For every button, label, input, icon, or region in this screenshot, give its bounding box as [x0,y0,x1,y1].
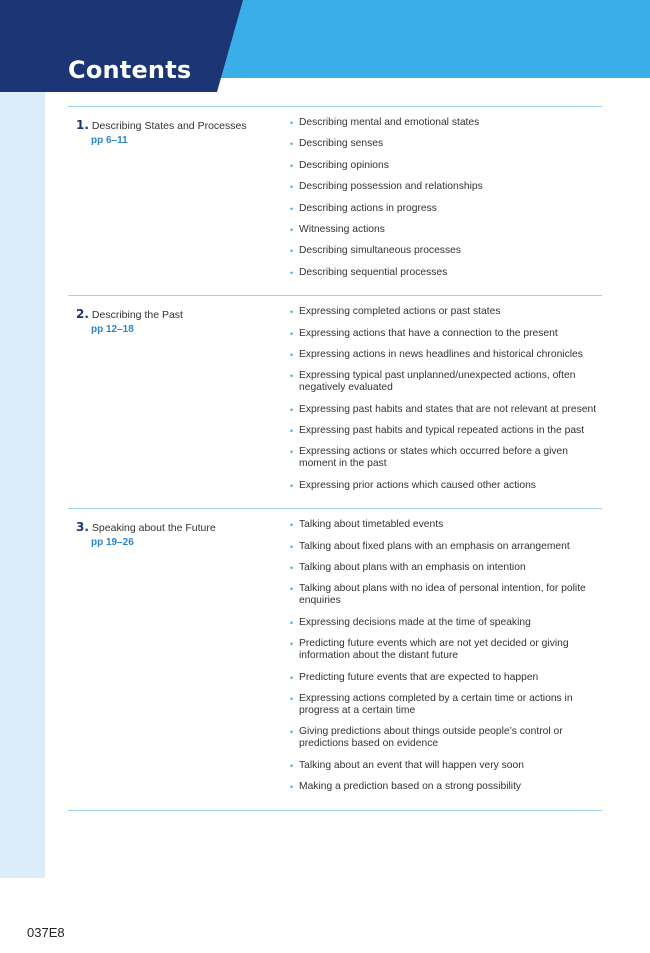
topic-item [290,138,602,150]
table-of-contents [68,106,602,811]
bullet-icon: • [290,224,294,235]
toc-section-3 [68,509,602,810]
topic-item [290,267,602,279]
bullet-icon: • [290,672,294,683]
bullet-icon: • [290,541,294,552]
topic-text: Talking about plans with no idea of personal intention, for polite enquiries [299,583,586,607]
bullet-icon: • [290,182,294,193]
section-pages[interactable]: pp 19–26 [91,537,134,549]
toc-section-2 [68,296,602,509]
topic-text: Talking about plans with an emphasis on intention [299,562,526,574]
section-heading [68,117,286,288]
bullet-icon: • [290,563,294,574]
bullet-icon: • [290,520,294,531]
bullet-icon: • [290,404,294,415]
topic-text: Expressing decisions made at the time of speaking [299,616,531,628]
section-topics [286,117,602,288]
bullet-icon: • [290,426,294,437]
bullet-icon: • [290,584,294,595]
side-strip [0,92,45,878]
bullet-icon: • [290,782,294,793]
topic-item [290,541,602,553]
section-number: 2. [76,307,89,322]
topic-text: Describing possession and relationships [299,181,483,193]
bullet-icon: • [290,727,294,738]
bullet-icon: • [290,617,294,628]
bullet-icon: • [290,160,294,171]
bullet-icon: • [290,328,294,339]
topic-text: Expressing actions that have a connection to the present [299,327,558,339]
bullet-icon: • [290,139,294,150]
topic-item [290,117,602,129]
bullet-icon: • [290,639,294,650]
section-heading [68,306,286,501]
topic-item [290,480,602,492]
topic-text: Expressing past habits and typical repeated actions in the past [299,425,585,437]
section-title-line [76,519,286,536]
bullet-icon: • [290,203,294,214]
topic-text: Talking about an event that will happen very soon [299,759,524,771]
bullet-icon: • [290,349,294,360]
topic-text: Giving predictions about things outside people’s control or predictions based on evidence [299,726,563,750]
topic-text: Expressing actions completed by a certain time or actions in progress at a certain time [299,692,573,716]
topic-item [290,425,602,437]
topic-text: Expressing actions in news headlines and historical chronicles [299,348,583,360]
section-title-line [76,306,286,323]
topic-text: Describing senses [299,138,384,150]
bullet-icon: • [290,246,294,257]
topic-text: Expressing typical past unplanned/unexpected actions, often negatively evaluated [299,370,576,394]
bullet-icon: • [290,447,294,458]
bullet-icon: • [290,693,294,704]
section-number: 1. [76,118,89,132]
topic-item [290,306,602,318]
section-pages[interactable]: pp 6–11 [91,135,128,146]
topic-text: Describing sequential processes [299,266,448,278]
topic-text: Making a prediction based on a strong possibility [299,781,522,793]
topic-item [290,760,602,772]
topic-item [290,404,602,416]
topic-text: Expressing prior actions which caused other actions [299,479,536,491]
topic-item [290,519,602,531]
section-title-line [76,117,286,134]
topic-item [290,446,602,470]
topic-text: Describing simultaneous processes [299,245,461,257]
topic-item [290,726,602,750]
bullet-icon: • [290,267,294,278]
topic-item [290,224,602,236]
topic-item [290,672,602,684]
topic-item [290,349,602,361]
topic-text: Witnessing actions [299,223,385,235]
topic-text: Describing opinions [299,159,389,171]
topic-item [290,203,602,215]
topic-item [290,638,602,662]
topic-item [290,617,602,629]
topic-item [290,160,602,172]
topic-item [290,245,602,257]
topic-item [290,583,602,607]
section-number: 3. [76,520,89,535]
topic-text: Predicting future events which are not yet decided or giving information about the distant future [299,638,569,662]
bullet-icon: • [290,371,294,382]
toc-section-1 [68,107,602,296]
topic-text: Talking about fixed plans with an emphasis on arrangement [299,540,570,552]
topic-text: Describing actions in progress [299,202,437,214]
topic-item [290,781,602,793]
section-pages[interactable]: pp 12–18 [91,324,134,336]
section-title[interactable]: Speaking about the Future [91,522,216,535]
topic-text: Predicting future events that are expected to happen [299,671,539,683]
section-title[interactable]: Describing the Past [91,309,183,322]
topic-item [290,562,602,574]
bullet-icon: • [290,307,294,318]
section-heading [68,519,286,802]
topic-item [290,181,602,193]
topic-item [290,328,602,340]
topic-item [290,370,602,394]
bullet-icon: • [290,118,294,128]
topic-text: Describing mental and emotional states [299,117,480,128]
topic-text: Expressing past habits and states that are not relevant at present [299,403,597,415]
topic-text: Expressing completed actions or past states [299,306,501,318]
topic-text: Talking about timetabled events [299,519,444,531]
topic-text: Expressing actions or states which occurred before a given moment in the past [299,446,569,470]
bullet-icon: • [290,480,294,491]
page-title: Contents [68,56,192,84]
section-topics [286,519,602,802]
section-topics [286,306,602,501]
bullet-icon: • [290,760,294,771]
topic-item [290,693,602,717]
section-title[interactable]: Describing States and Processes [91,120,247,132]
page-code: 037E8 [27,925,65,940]
